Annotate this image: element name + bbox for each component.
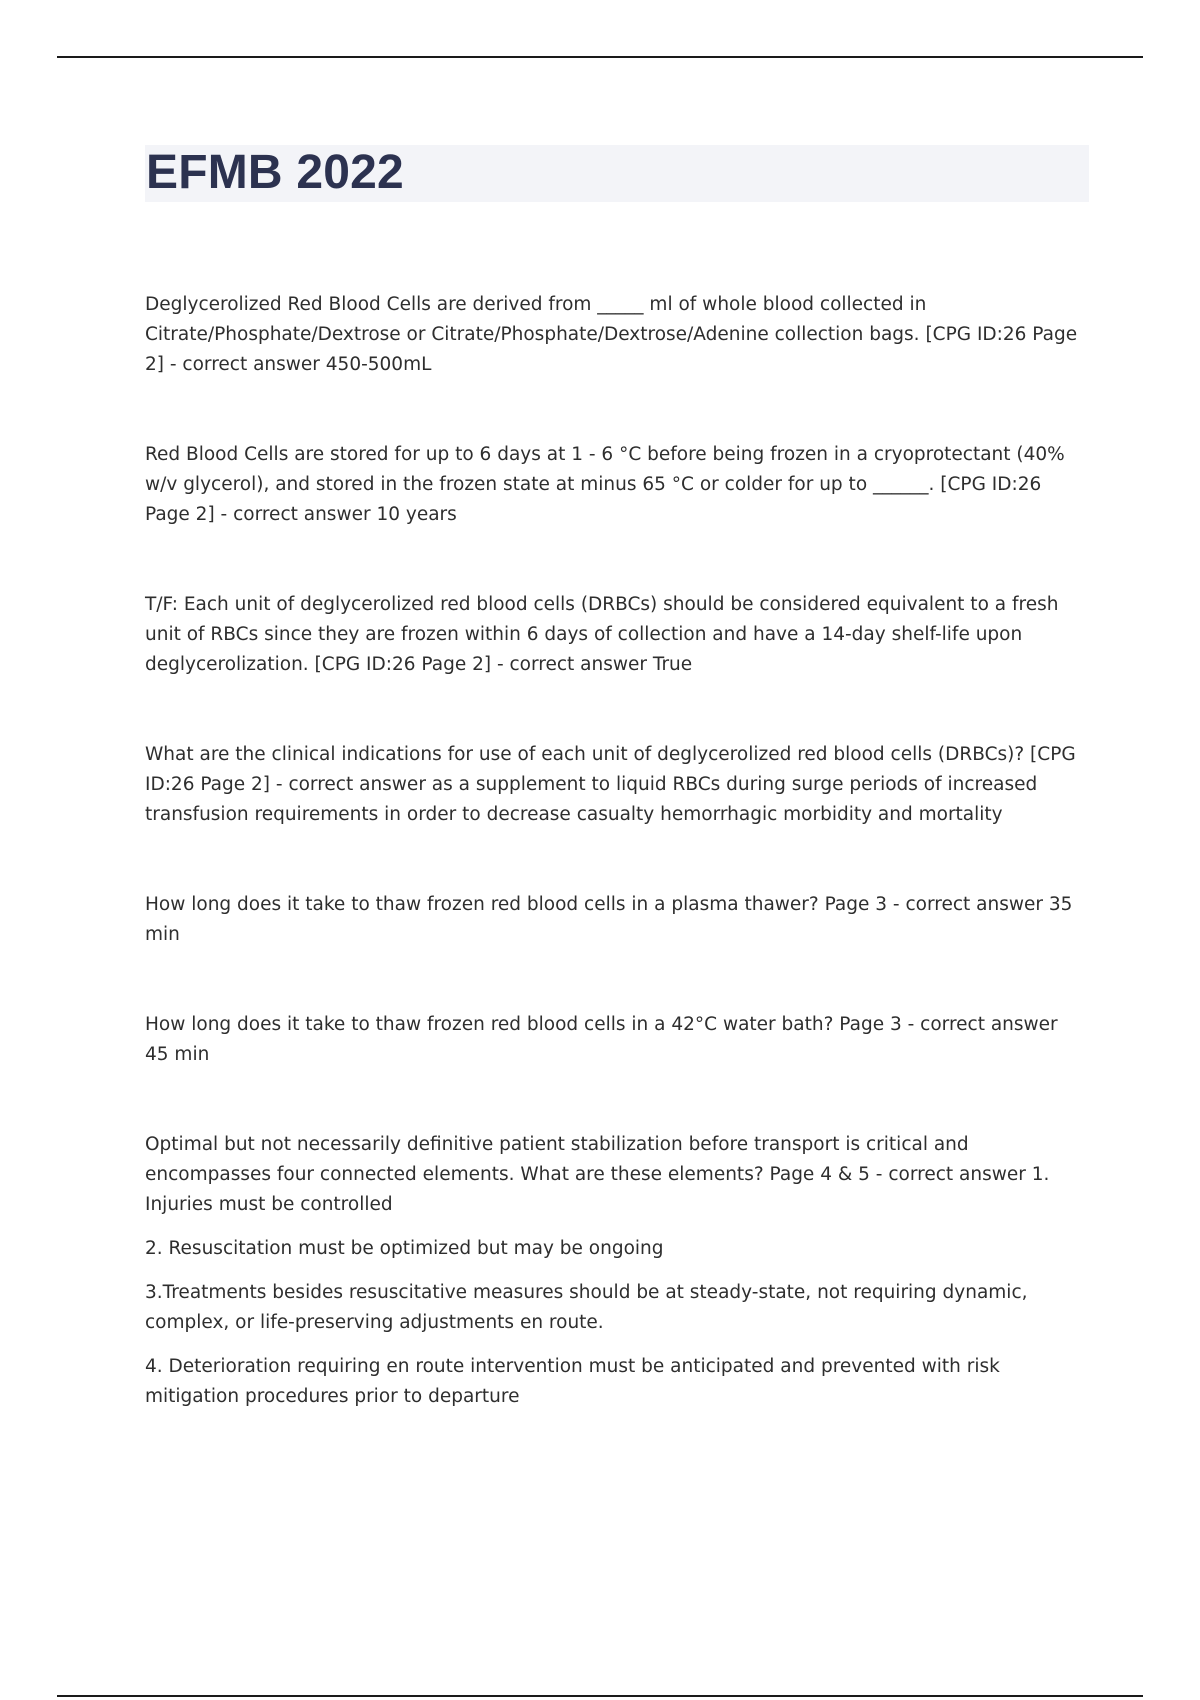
document-body [145, 290, 1085, 1412]
answer-element-2: 2. Resuscitation must be optimized but may be ongoing [145, 1238, 664, 1259]
bottom-divider [57, 1695, 1143, 1697]
qa-item-5: How long does it take to thaw frozen red blood cells in a plasma thawer? Page 3 - correct answer 35 min [145, 894, 1073, 945]
document-title: EFMB 2022 [146, 146, 404, 199]
qa-item-2: Red Blood Cells are stored for up to 6 days at 1 - 6 °C before being frozen in a cryoprotectant (40% w/v glycerol), and stored in the frozen state at minus 65 °C or colder for up to ______. [CPG ID:26 Page 2] - correct answer 10 years [145, 444, 1065, 525]
qa-item-7: Optimal but not necessarily definitive patient stabilization before transport is critical and encompasses four connected elements. What are these elements? Page 4 & 5 - correct answer 1. Injuries must be controlled [145, 1134, 1050, 1215]
qa-item-4: What are the clinical indications for use of each unit of deglycerolized red blood cells (DRBCs)? [CPG ID:26 Page 2] - correct answer as a supplement to liquid RBCs during surge periods of increased transfusion requirements in order to decrease casualty hemorrhagic morbidity and mortality [145, 744, 1076, 825]
answer-element-4: 4. Deterioration requiring en route intervention must be anticipated and prevented with risk mitigation procedures prior to departure [145, 1356, 1000, 1407]
qa-item-6: How long does it take to thaw frozen red blood cells in a 42°C water bath? Page 3 - correct answer 45 min [145, 1014, 1058, 1065]
qa-item-3: T/F: Each unit of deglycerolized red blood cells (DRBCs) should be considered equivalent to a fresh unit of RBCs since they are frozen within 6 days of collection and have a 14-day shelf-life upon deglycerolization. [CPG ID:26 Page 2] - correct answer True [145, 594, 1059, 675]
answer-element-3: 3.Treatments besides resuscitative measures should be at steady-state, not requiring dynamic, complex, or life-preserving adjustments en route. [145, 1282, 1028, 1333]
top-divider [57, 56, 1143, 58]
qa-item-1: Deglycerolized Red Blood Cells are derived from _____ ml of whole blood collected in Citrate/Phosphate/Dextrose or Citrate/Phosphate/Dextrose/Adenine collection bags. [CPG ID:26 Page 2] - correct answer 450-500mL [145, 294, 1078, 375]
